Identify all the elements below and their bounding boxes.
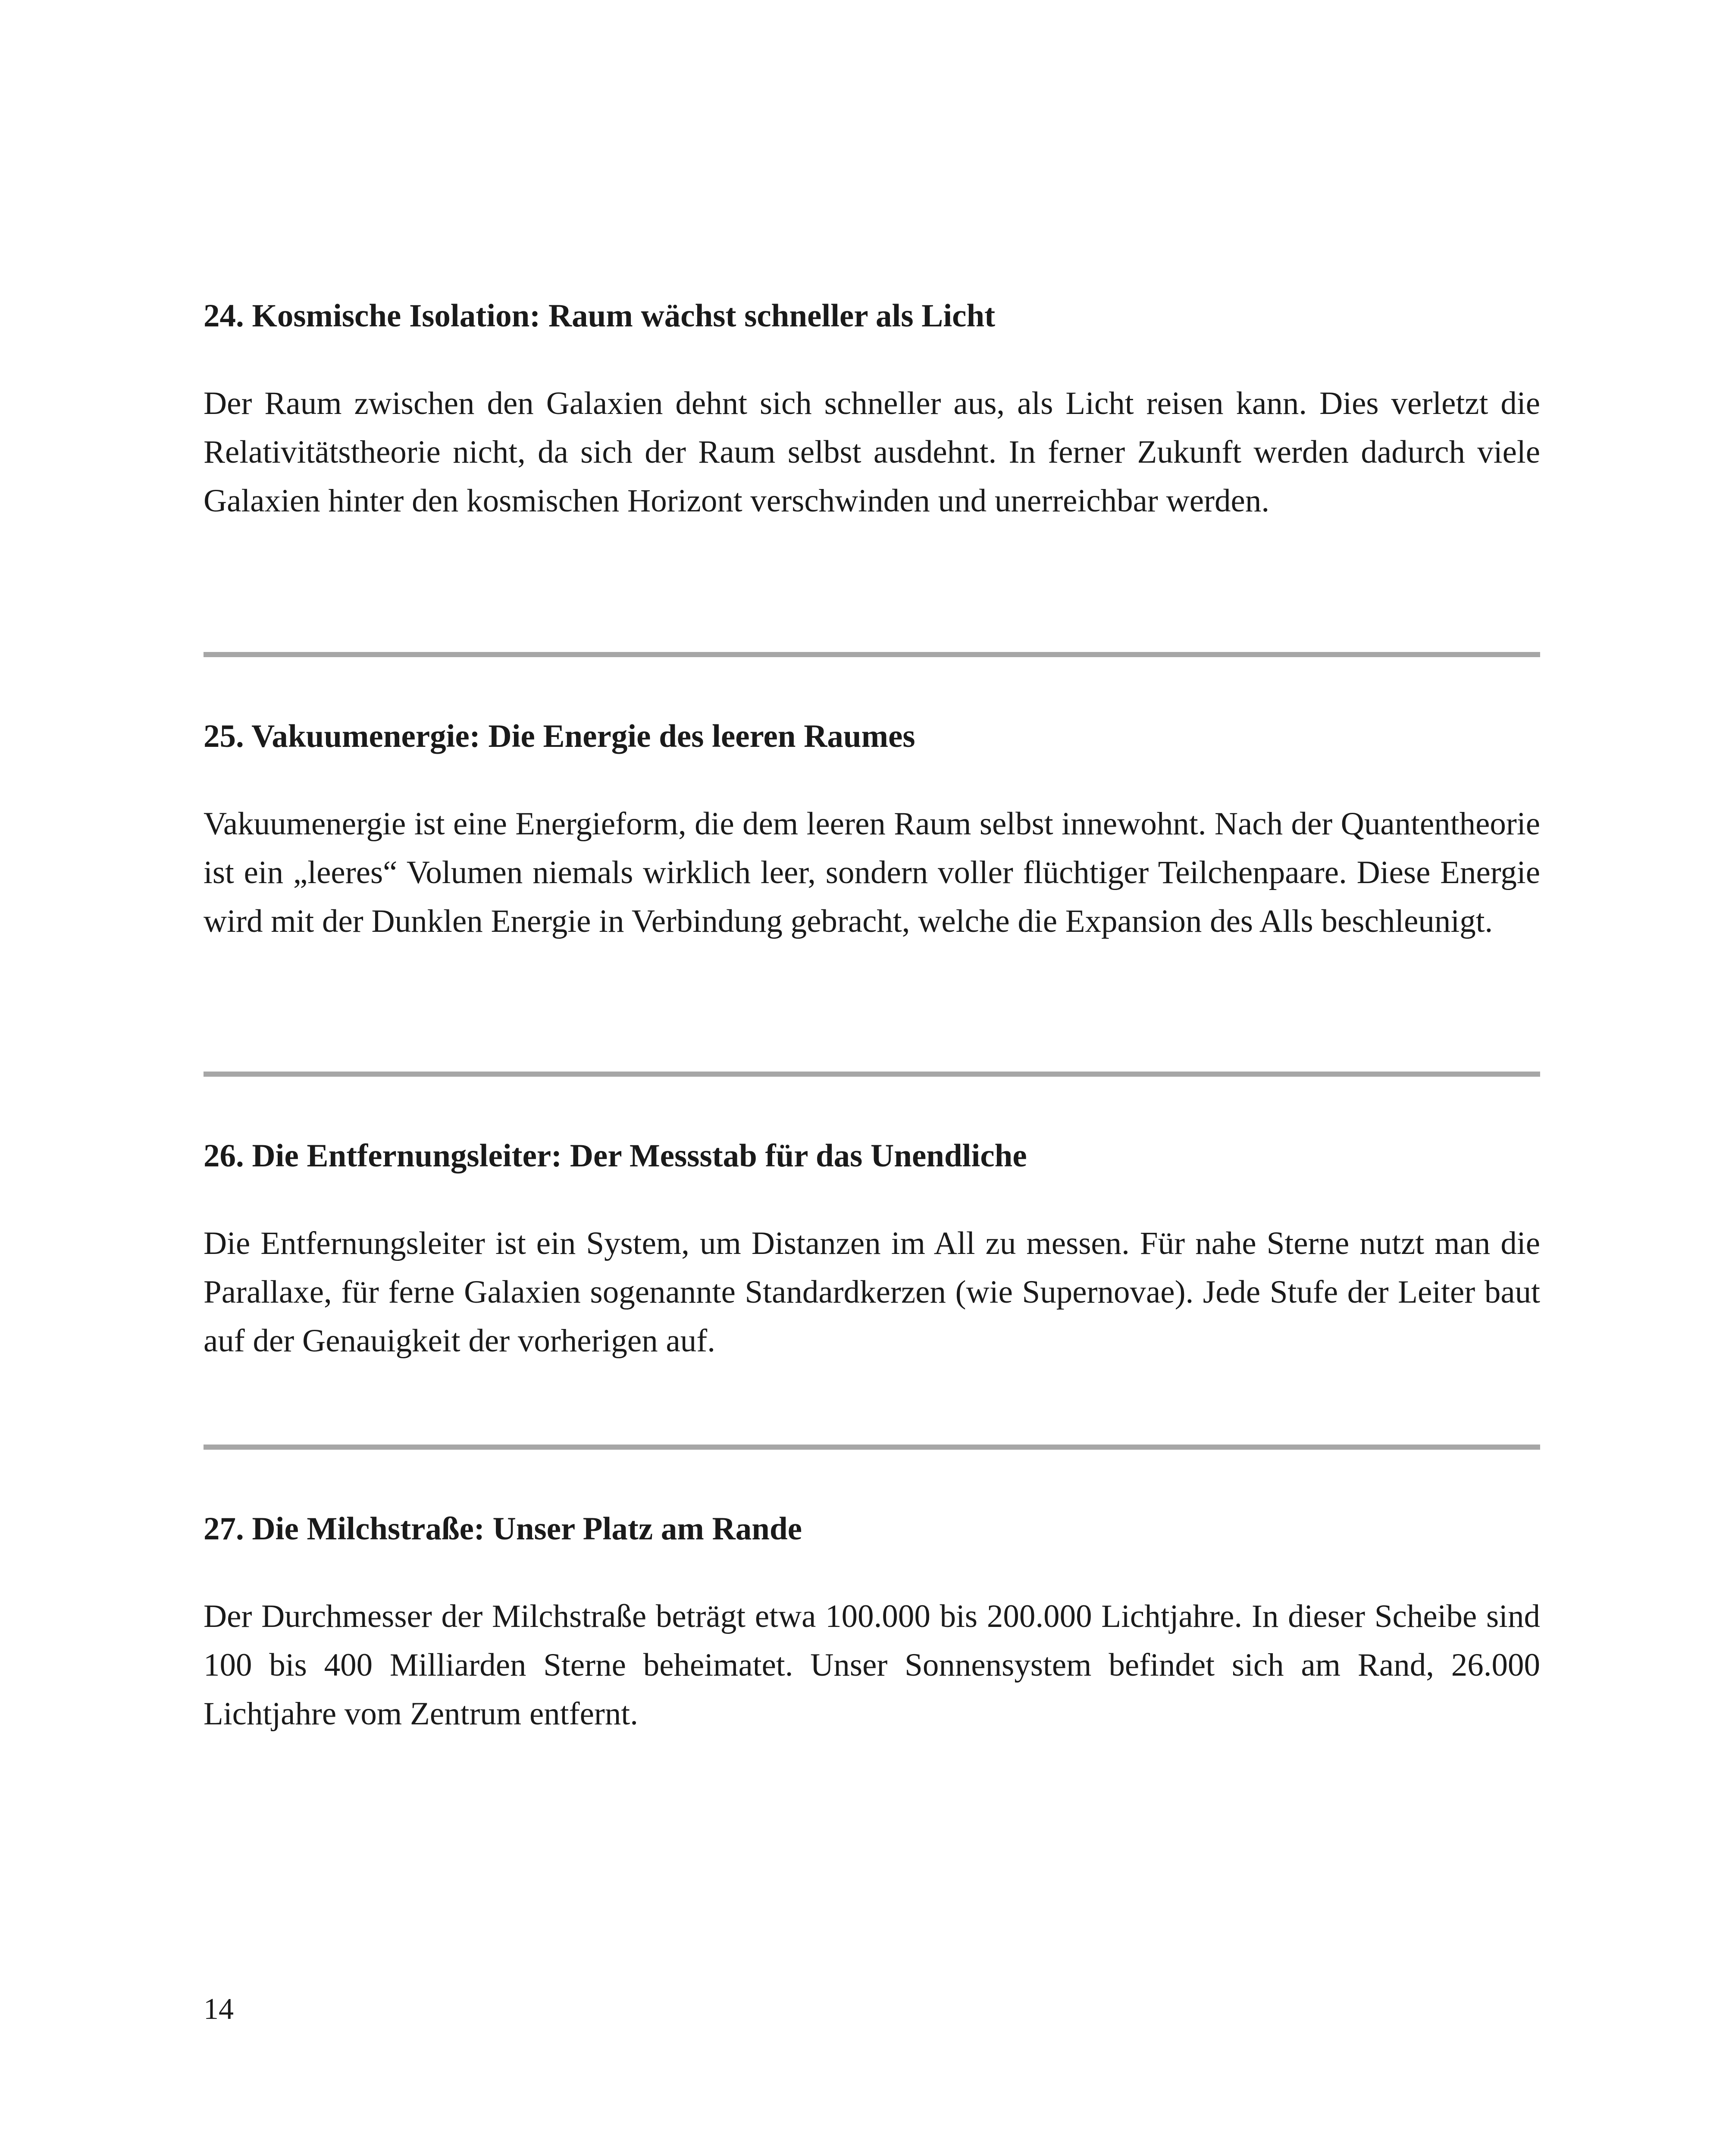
section-divider [204,1072,1540,1077]
section-body: Der Raum zwischen den Galaxien dehnt sich schneller aus, als Licht reisen kann. Dies verletzt die Relativitätstheorie nicht, da sich der Raum selbst ausdehnt. In ferner Zukunft werden dadurch viele Galaxien hinter den kosmischen Horizont verschwinden und unerreichbar werden. [204,385,1540,519]
section-divider [204,1445,1540,1450]
section-24 [204,295,1540,519]
section-27 [204,1508,1540,1732]
section-divider [204,652,1540,657]
section-body: Vakuumenergie ist eine Energieform, die dem leeren Raum selbst innewohnt. Nach der Quantentheorie ist ein „leeres“ Volumen niemals wirklich leer, sondern voller flüchtiger Teilchenpaare. Diese Energie wird mit der Dunklen Energie in Verbindung gebracht, welche die Expansion des Alls beschleunigt. [204,806,1540,939]
section-heading: 25. Vakuumenergie: Die Energie des leeren Raumes [204,718,915,754]
section-25 [204,716,1540,939]
section-body: Die Entfernungsleiter ist ein System, um Distanzen im All zu messen. Für nahe Sterne nutzt man die Parallaxe, für ferne Galaxien sogenannte Standardkerzen (wie Supernovae). Jede Stufe der Leiter baut auf der Genauigkeit der vorherigen auf. [204,1225,1540,1359]
page-number: 14 [204,1993,234,2026]
section-heading: 26. Die Entfernungsleiter: Der Messstab für das Unendliche [204,1138,1027,1174]
section-body: Der Durchmesser der Milchstraße beträgt etwa 100.000 bis 200.000 Lichtjahre. In dieser Scheibe sind 100 bis 400 Milliarden Sterne beheimatet. Unser Sonnensystem befindet sich am Rand, 26.000 Lichtjahre vom Zentrum entfernt. [204,1598,1540,1732]
section-heading: 24. Kosmische Isolation: Raum wächst schneller als Licht [204,298,996,334]
section-26 [204,1135,1540,1359]
section-heading: 27. Die Milchstraße: Unser Platz am Rande [204,1511,802,1547]
